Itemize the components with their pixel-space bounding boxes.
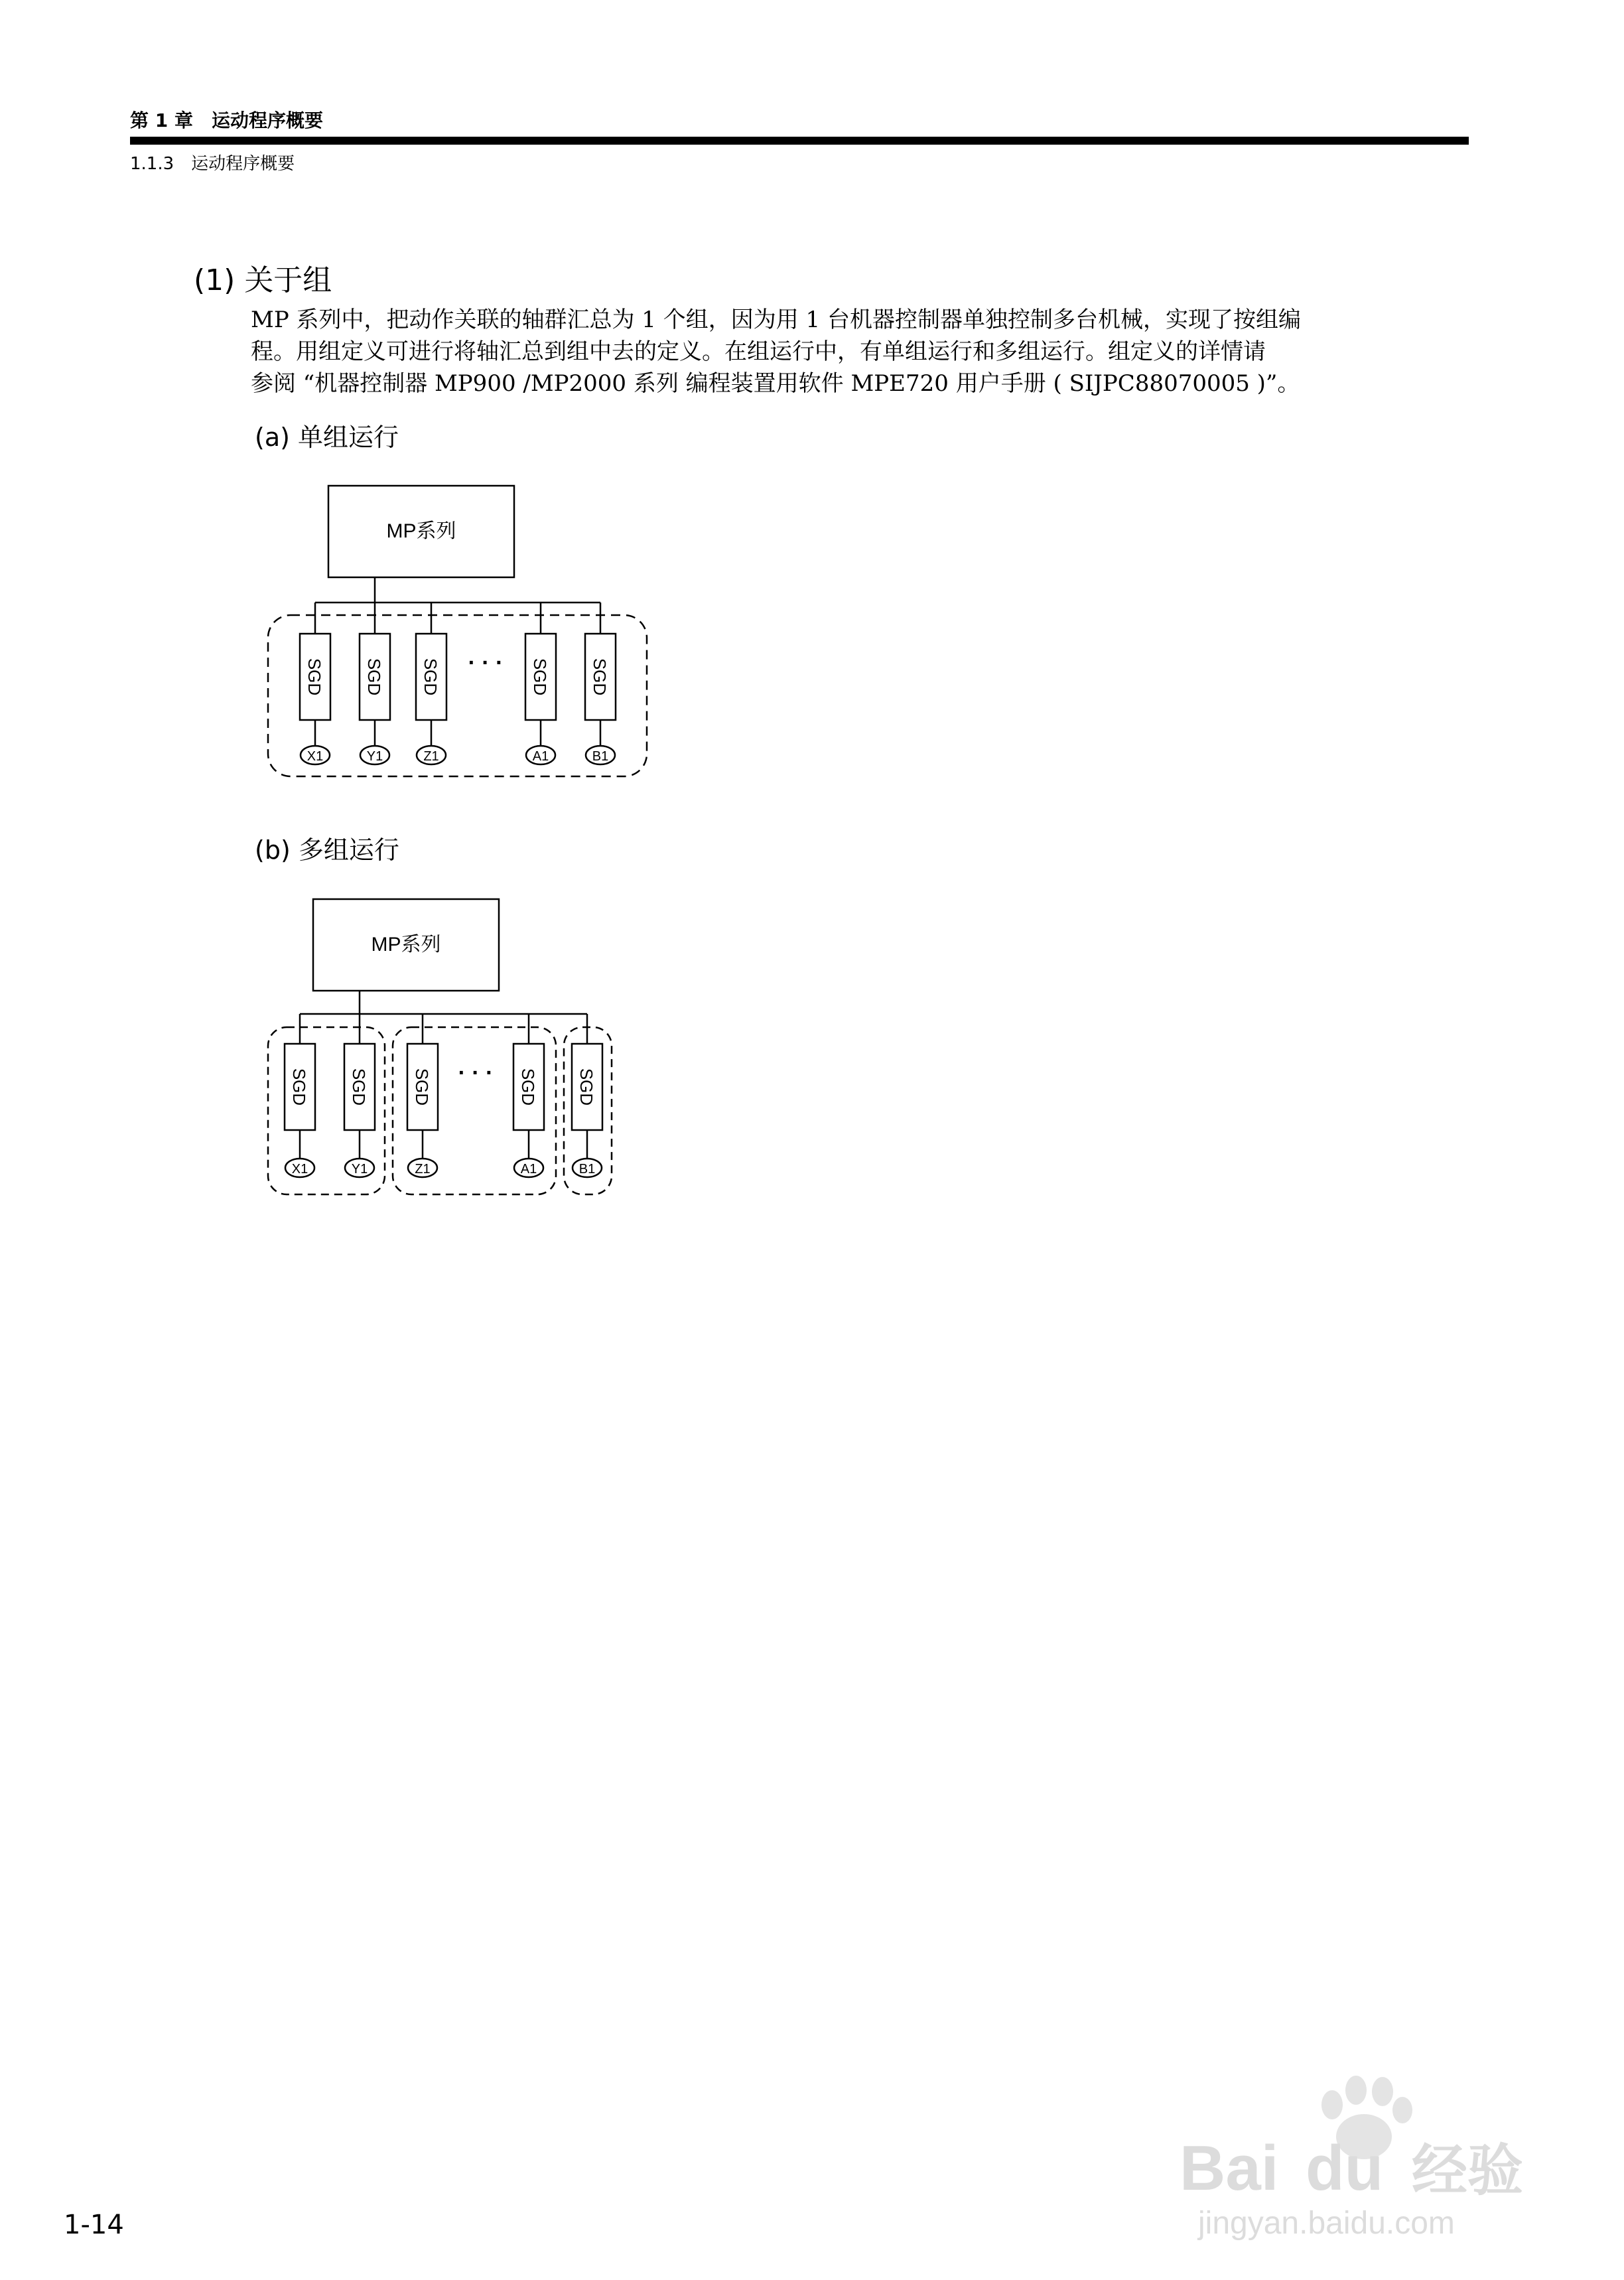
paragraph-line: 程。用组定义可进行将轴汇总到组中去的定义。在组运行中，有单组运行和多组运行。组定义的详情请: [251, 338, 1266, 365]
servo-label: SGD: [421, 658, 440, 696]
baidu-watermark: [1165, 2057, 1563, 2256]
axis-label: A1: [520, 1162, 537, 1176]
servo-label: SGD: [530, 658, 550, 696]
paragraph-line: 参阅 “机器控制器 MP900 /MP2000 系列 编程装置用软件 MPE720 用户手册 ( SIJPC88070005 )”。: [251, 370, 1300, 397]
axis-label: Z1: [423, 749, 439, 764]
controller-label: MP系列: [386, 520, 456, 542]
diagram-multi-group: [252, 889, 663, 1201]
axis-label: X1: [306, 749, 324, 764]
axis-label: B1: [578, 1162, 596, 1176]
section-title: (1) 关于组: [194, 263, 332, 297]
controller-label: MP系列: [371, 934, 441, 956]
watermark-product: 经验: [1412, 2139, 1524, 2202]
watermark-brand-suffix: du: [1306, 2133, 1384, 2204]
watermark-url: jingyan.baidu.com: [1198, 2206, 1455, 2241]
diagram-single-group: [252, 478, 663, 783]
diagram-a-title: (a) 单组运行: [255, 423, 399, 452]
servo-label: SGD: [304, 658, 324, 696]
servo-label: SGD: [412, 1068, 432, 1106]
servo-label: SGD: [590, 658, 610, 696]
axis-label: X1: [291, 1162, 308, 1176]
diagram-b-title: (b) 多组运行: [255, 835, 399, 865]
section-header: 1.1.3 运动程序概要: [130, 154, 295, 174]
paragraph-line: MP 系列中，把动作关联的轴群汇总为 1 个组，因为用 1 台机器控制器单独控制多台机械，实现了按组编: [251, 307, 1301, 333]
axis-label: Y1: [366, 749, 383, 764]
axis-label: B1: [592, 749, 609, 764]
page-number: 1-14: [64, 2210, 124, 2240]
servo-label: SGD: [576, 1068, 596, 1106]
ellipsis-dots: · · ·: [458, 1060, 494, 1086]
axis-label: Y1: [351, 1162, 368, 1176]
servo-label: SGD: [364, 658, 384, 696]
servo-label: SGD: [518, 1068, 538, 1106]
servo-label: SGD: [349, 1068, 369, 1106]
servo-label: SGD: [289, 1068, 309, 1106]
header-rule: [130, 137, 1469, 145]
chapter-header: 第 1 章 运动程序概要: [130, 109, 323, 131]
axis-label: Z1: [415, 1162, 431, 1176]
watermark-brand: Bai: [1180, 2133, 1279, 2204]
axis-label: A1: [532, 749, 549, 764]
ellipsis-dots: · · ·: [468, 650, 504, 676]
intro-paragraph: [251, 304, 1471, 399]
